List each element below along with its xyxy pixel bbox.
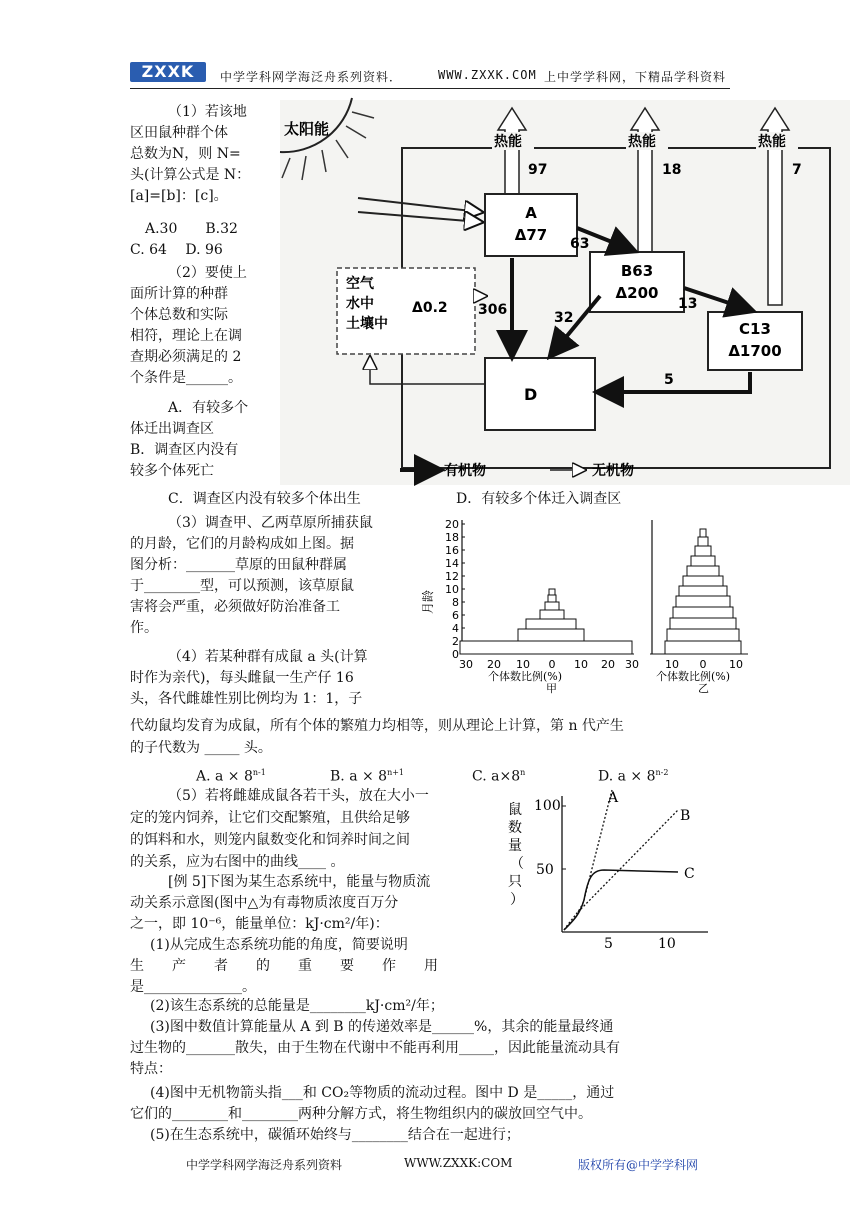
pyramid-jia-bar: [540, 610, 564, 619]
pyramid-yi-xtick: 10: [729, 658, 743, 671]
pyramid-ytick: 16: [445, 544, 459, 557]
heat-value: 18: [662, 162, 682, 178]
svg-text:Δ77: Δ77: [514, 226, 548, 244]
ex5-line: 是______________。: [130, 979, 256, 995]
heat-label: 热能: [758, 134, 786, 150]
heat-label: 热能: [494, 134, 522, 150]
curve-label: C: [684, 866, 695, 882]
pyramid-jia-bar: [460, 641, 632, 654]
curve-b: [578, 810, 678, 912]
pyramid-yi-bar: [670, 618, 736, 629]
q3-line: 作。: [130, 620, 158, 636]
heat-label: 热能: [628, 134, 656, 150]
heat-value: 7: [792, 162, 802, 178]
pyramid-jia-bar: [548, 595, 556, 602]
q4-option-b: B. $a \times 8^{n+1}$: [330, 768, 405, 785]
pyramid-ytick: 18: [445, 531, 459, 544]
curve-ytick: 100: [534, 798, 561, 814]
flow-value: 63: [570, 236, 590, 252]
q2-option-a: 体迁出调查区: [130, 421, 214, 437]
q4-line: 代幼鼠均发育为成鼠，所有个体的繁殖力均相等，则从理论上计算，第 n 代产生: [130, 718, 624, 734]
curve-label: A: [608, 790, 619, 806]
flow-value: 32: [554, 310, 574, 326]
q1-line: 总数为N，则 N=: [130, 146, 241, 162]
q5-line: （5）若将雌雄成鼠各若干头，放在大小一: [168, 788, 429, 804]
curve-label: B: [680, 808, 691, 824]
pyramid-ytick: 12: [445, 570, 459, 583]
q2-option-d: D．有较多个体迁入调查区: [456, 491, 622, 507]
q2-line: 个体总数和实际: [130, 307, 228, 323]
pyramid-yi-bar: [673, 607, 733, 618]
q3-line: 图分析：_______草原的田鼠种群属: [130, 557, 347, 573]
svg-text:A: A: [525, 204, 537, 222]
ex5-line: (4)图中无机物箭头指___和 CO₂等物质的流动过程。图中 D 是_____，通过: [150, 1085, 615, 1101]
pyramid-jia-xlabel: 个体数比例(%): [488, 670, 563, 683]
svg-text:水中: 水中: [346, 296, 374, 312]
q2-option-c: C．调查区内没有较多个体出生: [168, 491, 361, 507]
pyramid-yi-xtick: 10: [665, 658, 679, 671]
svg-text:B63: B63: [620, 262, 654, 280]
q1-line: 区田鼠种群个体: [130, 125, 228, 141]
site-logo: ZXXK: [130, 62, 206, 82]
ex5-line: 动关系示意图(图中△为有毒物质浓度百万分: [130, 895, 399, 911]
pyramid-jia-xtick: 10: [574, 658, 588, 671]
pyramid-jia-xtick: 20: [601, 658, 615, 671]
pyramid-jia-name: 甲: [546, 682, 557, 695]
pyramid-yi-xtick: 0: [699, 658, 707, 671]
energy-flow-diagram: [280, 100, 850, 485]
q2-option-b: B．调查区内没有: [130, 442, 239, 458]
q1-line: （1）若该地: [168, 104, 247, 120]
curve-c: [564, 870, 678, 930]
svg-text:）: ）: [510, 892, 524, 908]
header-left-text: 中学学科网学海泛舟系列资料．: [220, 70, 403, 84]
pyramid-jia-bar: [518, 629, 584, 641]
curve-xtick: 10: [658, 936, 676, 952]
svg-text:（: （: [510, 856, 524, 872]
sun-label: 太阳能: [284, 120, 330, 138]
svg-text:空气: 空气: [346, 276, 374, 292]
q2-option-a: A．有较多个: [168, 400, 249, 416]
q4-line: 头，各代雌雄性别比例均为 1：1，子: [130, 691, 363, 707]
pyramid-jia-xtick: 30: [625, 658, 639, 671]
q2-line: 相符，理论上在调: [130, 328, 242, 344]
q4-option-a: A. $a \times 8^{n-1}$: [196, 768, 266, 785]
header-url: WWW.ZXXK.COM: [438, 68, 537, 82]
footer-copyright: 版权所有@中学学科网: [578, 1158, 699, 1172]
ex5-line: 之一，即 10⁻⁶，能量单位：kJ·cm²/年)：: [130, 916, 389, 932]
pyramid-ytick: 6: [452, 609, 459, 622]
svg-text:Δ200: Δ200: [615, 284, 659, 302]
pyramid-jia-bar: [526, 619, 576, 629]
q1-options: C. 64 D. 96: [130, 242, 223, 258]
q4-line: （4）若某种群有成鼠 a 头(计算: [168, 649, 368, 665]
pyramid-yi-bar: [665, 641, 741, 654]
pyramid-yi-bar: [691, 556, 715, 566]
ex5-line: 过生物的_______散失，由于生物在代谢中不能再利用_____，因此能量流动具有: [130, 1040, 620, 1056]
svg-text:只: 只: [508, 874, 522, 890]
q3-line: （3）调查甲、乙两草原所捕获鼠: [168, 515, 373, 531]
curve-xtick: 5: [604, 936, 613, 952]
pyramid-ytick: 14: [445, 557, 459, 570]
header-right-text: 上中学学科网，下精品学科资料: [544, 70, 727, 84]
q2-line: 查期必须满足的 2: [130, 349, 242, 365]
pyramid-yi-bar: [698, 537, 708, 546]
q1-line: [a]=[b]：[c]。: [130, 188, 228, 204]
pyramid-yi-bar: [687, 566, 719, 576]
node-b: [590, 252, 684, 312]
pyramid-jia-bar: [545, 602, 559, 610]
pyramid-yi-name: 乙: [698, 682, 709, 695]
q2-line: 面所计算的种群: [130, 286, 228, 302]
flow-value: 5: [664, 372, 674, 388]
q5-line: 定的笼内饲养，让它们交配繁殖，且供给足够: [130, 810, 410, 826]
pyramid-yi-bar: [700, 529, 706, 537]
pyramid-yi-bar: [695, 546, 711, 556]
q4-line: 时作为亲代)，每头雌鼠一生产仔 16: [130, 670, 354, 686]
pyramid-jia-xtick: 10: [516, 658, 530, 671]
footer-left: 中学学科网学海泛舟系列资料: [186, 1158, 343, 1172]
pyramid-ytick: 8: [452, 596, 459, 609]
q1-line: 头(计算公式是 N：: [130, 167, 251, 183]
svg-text:土壤中: 土壤中: [346, 316, 388, 332]
pyramid-yi-bar: [676, 596, 730, 607]
pyramid-ylabel: 月龄: [421, 589, 435, 614]
ex5-line: 特点：: [130, 1061, 172, 1077]
q3-line: 于________型，可以预测，该草原鼠: [130, 578, 354, 594]
q4-option-d: D. $a \times 8^{n-2}$: [598, 768, 669, 785]
pyramid-jia-xtick: 30: [459, 658, 473, 671]
svg-text:D: D: [524, 385, 538, 404]
ex5-line: (1)从完成生态系统功能的角度，简要说明: [150, 937, 408, 953]
svg-text:C13: C13: [739, 320, 771, 338]
q5-line: 的关系，应为右图中的曲线____ 。: [130, 854, 345, 870]
pyramid-yi-bar: [679, 586, 727, 596]
q3-line: 的月龄，它们的月龄构成如上图。据: [130, 536, 354, 552]
page-header: [130, 60, 730, 89]
q4-line: 的子代数为 _____ 头。: [130, 740, 272, 756]
node-d: [485, 358, 595, 430]
footer-url: WWW.ZXXK:COM: [404, 1156, 513, 1170]
q2-line: （2）要使上: [168, 265, 247, 281]
pyramid-ytick: 2: [452, 635, 459, 648]
heat-value: 97: [528, 162, 548, 178]
q2-line: 个条件是______。: [130, 370, 242, 386]
legend-organic: 有机物: [444, 463, 486, 479]
pyramid-jia-xtick: 20: [487, 658, 501, 671]
flow-value: 306: [478, 302, 508, 318]
ex5-line: 它们的________和________两种分解方式，将生物组织内的碳放回空气中。: [130, 1106, 592, 1122]
pyramid-yi-bar: [683, 576, 723, 586]
q5-line: 的饵料和水，则笼内鼠数变化和饲养时间之间: [130, 832, 410, 848]
curve-a: [564, 790, 612, 930]
pyramid-ytick: 20: [445, 518, 459, 531]
q2-option-b: 较多个体死亡: [130, 463, 214, 479]
curve-ytick: 50: [536, 862, 554, 878]
svg-text:量: 量: [508, 838, 522, 854]
q3-line: 害将会严重，必须做好防治准备工: [130, 599, 340, 615]
pyramid-jia-bar: [549, 589, 555, 595]
svg-text:鼠: 鼠: [508, 802, 522, 818]
pyramid-ytick: 4: [452, 622, 459, 635]
pyramid-jia-xtick: 0: [548, 658, 556, 671]
flow-value: 13: [678, 296, 698, 312]
growth-curve-chart: [508, 784, 714, 950]
ex5-line: (5)在生态系统中，碳循环始终与________结合在一起进行；: [150, 1127, 520, 1143]
ex5-line: (3)图中数值计算能量从 A 到 B 的传递效率是______%，其余的能量最终通: [150, 1019, 614, 1035]
ex5-line: 生 产 者 的 重 要 作 用: [130, 958, 438, 974]
age-pyramid-chart: [421, 514, 754, 695]
pyramid-yi-xlabel: 个体数比例(%): [656, 670, 731, 683]
legend-inorganic: 无机物: [592, 463, 634, 479]
q1-options: A.30 B.32: [145, 221, 238, 237]
pyramid-ytick: 10: [445, 583, 459, 596]
pyramid-ytick: 0: [452, 648, 459, 661]
svg-text:Δ1700: Δ1700: [728, 342, 782, 360]
svg-text:数: 数: [508, 820, 522, 836]
ex5-line: (2)该生态系统的总能量是________kJ·cm²/年；: [150, 998, 444, 1014]
q4-option-c: C. $a\times 8^n$: [472, 768, 526, 785]
ex5-line: [例 5]下图为某生态系统中，能量与物质流: [168, 874, 431, 890]
pyramid-yi-bar: [667, 629, 739, 641]
svg-text:Δ0.2: Δ0.2: [412, 300, 448, 316]
